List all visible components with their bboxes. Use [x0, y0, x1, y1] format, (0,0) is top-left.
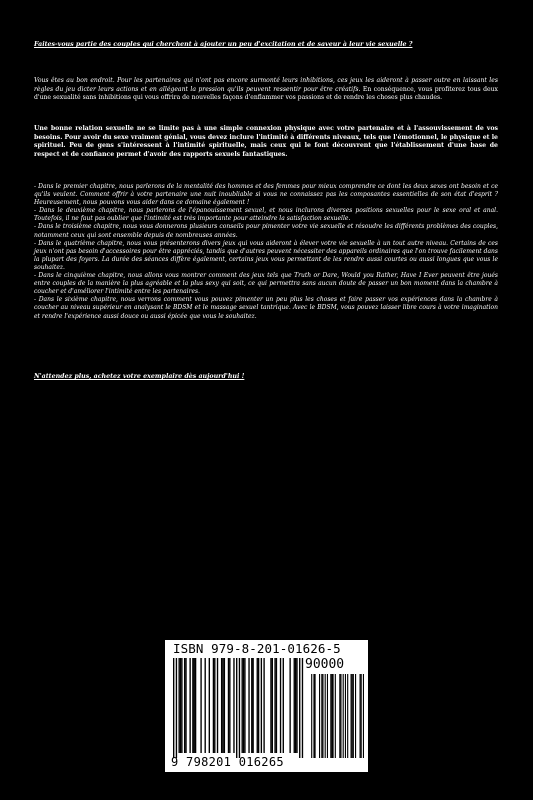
addon-bar: [322, 674, 323, 758]
barcode-bar: [257, 658, 258, 753]
barcode-bar: [224, 658, 225, 753]
addon-bar: [353, 674, 354, 758]
barcode-bar: [295, 658, 296, 753]
addon-bar: [319, 674, 320, 758]
ean-digits: 9 798201 016265: [171, 755, 284, 769]
chapter-item: - Dans le deuxième chapitre, nous parlerons de l'épanouissement sexuel, et nous inclurons diverses positions sexuelles pour le sexe oral et anal. Toutefois, il ne faut pas oublier que l'intimité est très importante pour atteindre la satisfaction sexuelle.: [34, 207, 498, 223]
barcode-bar: [229, 658, 230, 753]
barcode-bar: [258, 658, 259, 753]
barcode-bars: [165, 640, 368, 772]
barcode-bar: [299, 658, 300, 758]
barcode-bar: [200, 658, 201, 753]
barcode-bar: [178, 658, 179, 753]
addon-bar: [315, 674, 316, 758]
addon-bar: [327, 674, 328, 758]
barcode-bar: [251, 658, 252, 753]
barcode-bar: [228, 658, 229, 753]
barcode-bar: [209, 658, 210, 753]
chapter-item: - Dans le sixième chapitre, nous verrons comment vous pouvez pimenter un peu plus les choses et faire passer vos expériences dans la chambre à coucher au niveau supérieur en analysant le BDSM et le massage sexuel tantrique. Avec le BDSM, vous pouvez laisser libre cours à votre imagination et rendre l'expérience aussi douce ou aussi épicée que vous le souhaitez.: [34, 296, 498, 320]
bold-paragraph: Une bonne relation sexuelle ne se limite pas à une simple connexion physique avec votre partenaire et à l'assouvissement de vos besoins. Pour avoir du sexe vraiment génial, vous devez inclure l'intimité à différents niveaux, tels que l'émotionnel, le physique et le spirituel. Peu de gens s'intéressent à l'intimité spirituelle, mais ceux qui le font découvrent que l'établissement d'une base de respect et de confiance permet d'avoir des rapports sexuels fantastiques.: [34, 125, 498, 158]
addon-bar: [313, 674, 314, 758]
barcode-bar: [222, 658, 223, 753]
barcode-bar: [221, 658, 222, 753]
addon-bar: [345, 674, 346, 758]
barcode-bar: [283, 658, 284, 753]
addon-bar: [340, 674, 341, 758]
addon-bar: [335, 674, 336, 758]
barcode-bar: [289, 658, 290, 753]
addon-bar: [333, 674, 334, 758]
barcode-bar: [233, 658, 234, 753]
barcode-bar: [296, 658, 297, 753]
barcode-bar: [184, 658, 185, 753]
barcode-bar: [189, 658, 190, 753]
chapter-item: - Dans le premier chapitre, nous parlerons de la mentalité des hommes et des femmes pour mieux comprendre ce dont les deux sexes ont besoin et ce qu'ils veulent. Comment offrir à votre partenaire une nuit inoubliable si vous ne connaissez pas les composantes essentielles de son état d'esprit ? Heureusement, nous pouvons vous aider dans ce domaine également !: [34, 183, 498, 207]
chapter-list: [34, 183, 498, 321]
barcode-bar: [243, 658, 244, 753]
barcode-bar: [294, 658, 295, 753]
barcode-bar: [213, 658, 214, 753]
addon-bar: [363, 674, 364, 758]
barcode-bar: [214, 658, 215, 753]
barcode-bar: [261, 658, 262, 753]
intro-regular-part: En conséquence, vous profiterez tous deux d'une sexualité sans inhibitions qui vous offrira de nouvelles façons d'enflammer vos passions et de rendre les choses plus chaudes.: [34, 85, 498, 102]
addon-bar: [351, 674, 352, 758]
addon-bar: [311, 674, 312, 758]
barcode-bar: [280, 658, 281, 753]
addon-bar: [360, 674, 361, 758]
barcode-bar: [194, 658, 195, 753]
barcode-bar: [176, 658, 177, 758]
headline: Faites-vous partie des couples qui cherchent à ajouter un peu d'excitation et de saveur à leur vie sexuelle ?: [34, 41, 413, 48]
barcode-bar: [252, 658, 253, 753]
barcode-bar: [180, 658, 181, 753]
barcode-bar: [181, 658, 182, 753]
barcode-bar: [270, 658, 271, 753]
addon-bar: [339, 674, 340, 758]
addon-bar: [325, 674, 326, 758]
isbn-label: ISBN 979-8-201-01626-5: [173, 641, 341, 656]
addon-bar: [347, 674, 348, 758]
barcode-bar: [302, 658, 303, 758]
barcode-bar: [195, 658, 196, 753]
barcode-bar: [248, 658, 249, 753]
barcode-bar: [185, 658, 186, 753]
price-code: 90000: [305, 657, 345, 672]
intro-paragraph: [34, 77, 498, 103]
isbn-barcode: [165, 640, 368, 772]
barcode-bar: [217, 658, 218, 753]
addon-bar: [321, 674, 322, 758]
barcode-bar: [274, 658, 275, 753]
barcode-bar: [242, 658, 243, 753]
barcode-bar: [205, 658, 206, 753]
barcode-bar: [239, 658, 240, 758]
addon-bar: [361, 674, 362, 758]
addon-bar: [352, 674, 353, 758]
barcode-bar: [173, 658, 174, 758]
barcode-bar: [263, 658, 264, 753]
addon-bar: [331, 674, 332, 758]
chapter-item: - Dans le cinquième chapitre, nous allons vous montrer comment des jeux tels que Truth or Dare, Would you Rather, Have I Ever peuvent être joués entre couples de la manière la plus agréable et la plus sexy qui soit, ce qui permettra sans aucun doute de passer un bon moment dans la chambre à coucher et d'améliorer l'intimité entre les partenaires.: [34, 272, 498, 296]
addon-bar: [330, 674, 331, 758]
barcode-bar: [244, 658, 245, 753]
barcode-bar: [272, 658, 273, 753]
barcode-bar: [236, 658, 237, 758]
chapter-item: - Dans le quatrième chapitre, nous vous présenterons divers jeux qui vous aideront à élever votre vie sexuelle à un tout autre niveau. Certains de ces jeux n'ont pas besoin d'accessoires pour être appréciés, tandis que d'autres peuvent nécessiter des appareils ordinaires que l'on trouve facilement dans la plupart des foyers. La durée des séances diffère également, certains jeux vous permettant de les rendre aussi courtes ou aussi longues que vous le souhaitez.: [34, 239, 498, 271]
barcode-bar: [276, 658, 277, 753]
intro-italic-part: Vous êtes au bon endroit. Pour les partenaires qui n'ont pas encore surmonté leurs inhibitions, ces jeux les aideront à passer outre en laissant les règles du jeu dicter leurs actions et en allégeant la pression qu'ils peuvent ressentir pour être créatifs.: [34, 77, 498, 93]
barcode-bar: [192, 658, 193, 753]
addon-bar: [343, 674, 344, 758]
addon-bar: [355, 674, 356, 758]
call-to-action: N'attendez plus, achetez votre exemplaire dès aujourd'hui !: [34, 373, 245, 380]
chapter-item: - Dans le troisième chapitre, nous vous donnerons plusieurs conseils pour pimenter votre vie sexuelle et résoudre les différents problèmes des couples, notamment ceux qui sont ensemble depuis de nombreuses années.: [34, 223, 498, 239]
